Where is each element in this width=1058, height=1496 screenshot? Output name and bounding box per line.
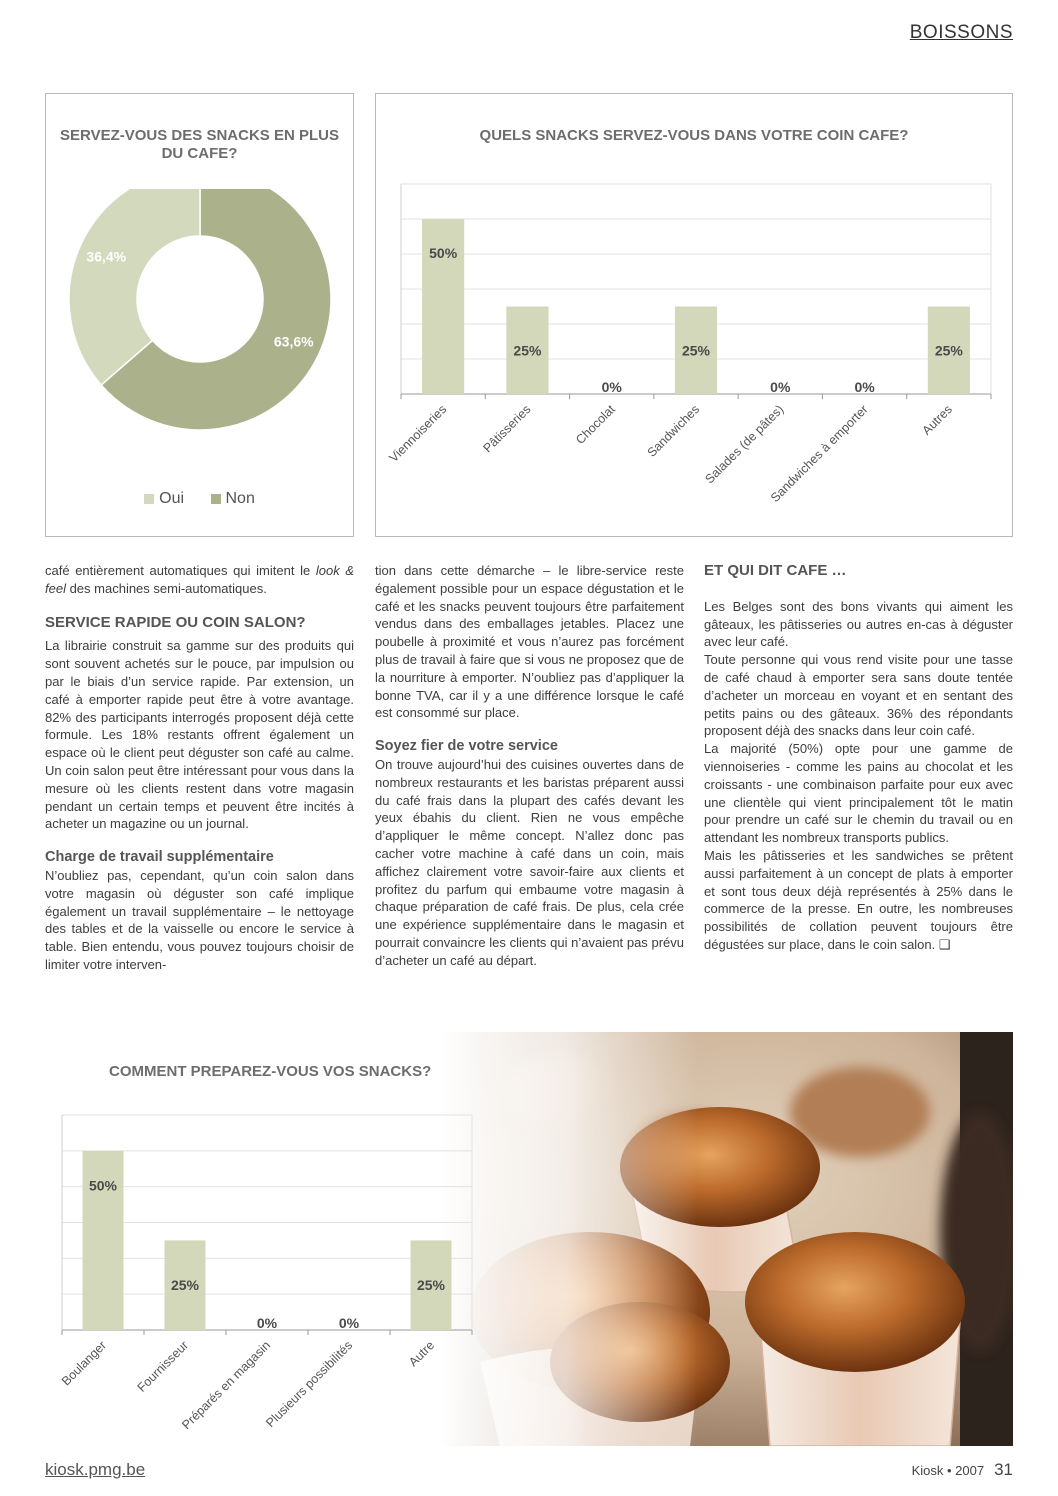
legend-item-non <box>211 490 255 507</box>
bar-value-label: 25% <box>513 342 542 359</box>
pie-title-line-2: DU CAFE? <box>161 145 238 162</box>
heading-soyez-fier: Soyez fier de votre service <box>375 738 558 755</box>
bar-value-label: 0% <box>338 1315 360 1331</box>
pastry-photo-illustration <box>440 1032 1013 1446</box>
col1-intro-em: look & feel <box>45 563 354 596</box>
snacks-chart-title: QUELS SNACKS SERVEZ-VOUS DANS VOTRE COIN CAFE? <box>479 127 909 144</box>
snacks-bar-chart <box>376 154 1012 534</box>
article-column-3 <box>704 562 1013 954</box>
x-tick-label: Boulanger <box>58 1338 110 1389</box>
x-tick-label: Préparés en magasin <box>179 1338 274 1433</box>
legend-label-non: Non <box>225 490 255 507</box>
prep-chart-title: COMMENT PREPAREZ-VOUS VOS SNACKS? <box>109 1063 432 1080</box>
paragraph-service-rapide: La librairie construit sa gamme sur des produits qui sont souvent achetés sur le pouce, par impulsion ou par le biais d’un service rapide. Par extension, un café à emporter rapide peut être à votre avantage. 82% des participants interrogés proposent déjà cette formule. Les 18% restants offrent également un espace où le client peut déguster son café au calme. Un coin salon peut être intéressant pour vous dans la mesure où les clients restent dans votre magasin pendant un certain temps et peuvent être incités à acheter un magazine ou un journal. <box>45 638 354 832</box>
page-number: 31 <box>994 1460 1013 1479</box>
heading-et-qui-dit-cafe: ET QUI DIT CAFE … <box>704 562 847 579</box>
legend-swatch-non <box>211 494 221 504</box>
col2-continuation: tion dans cette démarche – le libre-service reste également possible pour un espace dégustation et le café et les snacks peuvent toujours être parfaitement vendus dans des emballages jetables. Placez une poubelle à proximité et vous n’aurez pas forcément plus de travail à faire que si vous ne proposez que de la nourriture à emporter. N’oubliez pas d’appliquer la bonne TVA, car il y a une différence lorsque le café est consommé sur place. <box>375 563 684 721</box>
pie-legend <box>46 490 353 508</box>
end-mark-icon: ❑ <box>938 936 951 952</box>
bar-value-label: 25% <box>170 1277 200 1294</box>
col3-paragraph-1: Les Belges sont des bons vivants qui aiment les gâteaux, les pâtisseries ou autres en-cas à déguster avec leur café. <box>704 598 1013 650</box>
col3-paragraph-3: La majorité (50%) opte pour une gamme de viennoiseries - comme les pains au chocolat et les croissants - une combinaison parfaite pour eux avec une clientèle qui vient principalement tôt le matin pour prendre un café sur le chemin du travail ou en attendant les nombreux transports publics. <box>704 741 1013 846</box>
pie-chart-box <box>45 93 354 537</box>
section-tag: BOISSONS <box>909 22 1013 43</box>
x-tick-label: Viennoiseries <box>386 402 450 466</box>
bar-value-label: 25% <box>681 342 711 359</box>
bar-value-label: 0% <box>256 1315 278 1331</box>
paragraph-charge-travail: N’oubliez pas, cependant, qu’un coin salon dans votre magasin où déguster son café implique également un travail supplémentaire – le nettoyage des tables et de la vaisselle ou encore le service à table. Bien entendu, vous pouvez toujours choisir de limiter votre interven- <box>45 867 354 972</box>
x-tick-label: Plusieurs possibilités <box>263 1338 356 1431</box>
col1-intro-a: café entièrement automatiques qui imitent le <box>45 563 316 578</box>
legend-swatch-oui <box>144 494 154 504</box>
x-tick-label: Fournisseur <box>134 1338 192 1395</box>
bar-value-label: 50% <box>88 1177 118 1194</box>
pastry-photo <box>440 1032 1013 1446</box>
paragraph-soyez-fier: On trouve aujourd’hui des cuisines ouvertes dans de nombreux restaurants et les baristas préparent aussi du café frais dans la plupart des cafés devant les yeux ébahis du client. Rien ne vous empêche d’appliquer le même concept. N’allez donc pas cacher votre machine à café dans un coin, mais affichez clairement votre savoir-faire aux clients et profitez du parfum qui embaume votre magasin à chaque préparation de café frais. De plus, cela crée une expérience supplémentaire dans le magasin et pourrait convaincre les clients qui n’avaient pas prévu d’acheter un café au départ. <box>375 756 684 968</box>
bar-value-label: 0% <box>601 379 622 395</box>
x-tick-label: Salades (de pâtes) <box>702 402 787 487</box>
footer-page-info <box>912 1460 1013 1480</box>
x-tick-label: Pâtisseries <box>480 402 534 456</box>
bar-value-label: 50% <box>429 245 458 261</box>
col1-intro <box>45 562 354 598</box>
footer-magazine: Kiosk • 2007 <box>911 1463 985 1478</box>
col3-paragraph-2: Toute personne qui vous rend visite pour une tasse de café chaud à emporter sera sans doute tentée d’acheter un morceau en voyant et en sentant des petits pains ou des gâteaux. 36% des répondants proposent déjà des snacks dans leur coin café. <box>704 652 1013 739</box>
bar-value-label: 25% <box>934 342 963 359</box>
x-tick-label: Sandwiches <box>644 402 703 460</box>
pie-label-oui: 36,4% <box>86 248 127 265</box>
bar-value-label: 0% <box>770 379 791 395</box>
legend-label-oui: Oui <box>159 490 185 507</box>
heading-charge-travail: Charge de travail supplémentaire <box>45 849 274 866</box>
pie-slice-oui <box>69 189 200 385</box>
x-tick-label: Chocolat <box>573 402 618 448</box>
prep-bar-chart <box>40 1100 480 1440</box>
x-tick-label: Autres <box>919 402 955 438</box>
x-tick-label: Sandwiches à emporter <box>767 402 871 505</box>
col3-paragraph-4-text: Mais les pâtisseries et les sandwiches se prêtent aussi parfaitement à un concept de plats à emporter et sont tous deux déjà représentés à 25% dans le commerce de la presse. En outre, les nombreuses possibilités de collation peuvent toujours être dégustées sur place, dans le coin salon. <box>704 847 1013 952</box>
col3-paragraph-4 <box>704 847 1013 954</box>
pie-chart-title <box>46 127 353 163</box>
pie-label-non: 63,6% <box>273 333 314 350</box>
article-column-2 <box>375 562 684 970</box>
bar-value-label: 0% <box>854 379 875 395</box>
article-column-1 <box>45 562 354 974</box>
pie-chart <box>46 189 353 519</box>
snacks-bar-chart-box <box>375 93 1013 537</box>
footer-url-link[interactable]: kiosk.pmg.be <box>45 1460 146 1479</box>
pie-title-line-1: SERVEZ-VOUS DES SNACKS EN PLUS <box>60 127 339 144</box>
legend-item-oui <box>144 490 188 507</box>
x-tick-label: Autre <box>406 1338 438 1370</box>
bar-value-label: 25% <box>416 1277 446 1294</box>
heading-service-rapide: SERVICE RAPIDE OU COIN SALON? <box>45 613 306 631</box>
col1-intro-b: des machines semi-automatiques. <box>65 580 267 596</box>
